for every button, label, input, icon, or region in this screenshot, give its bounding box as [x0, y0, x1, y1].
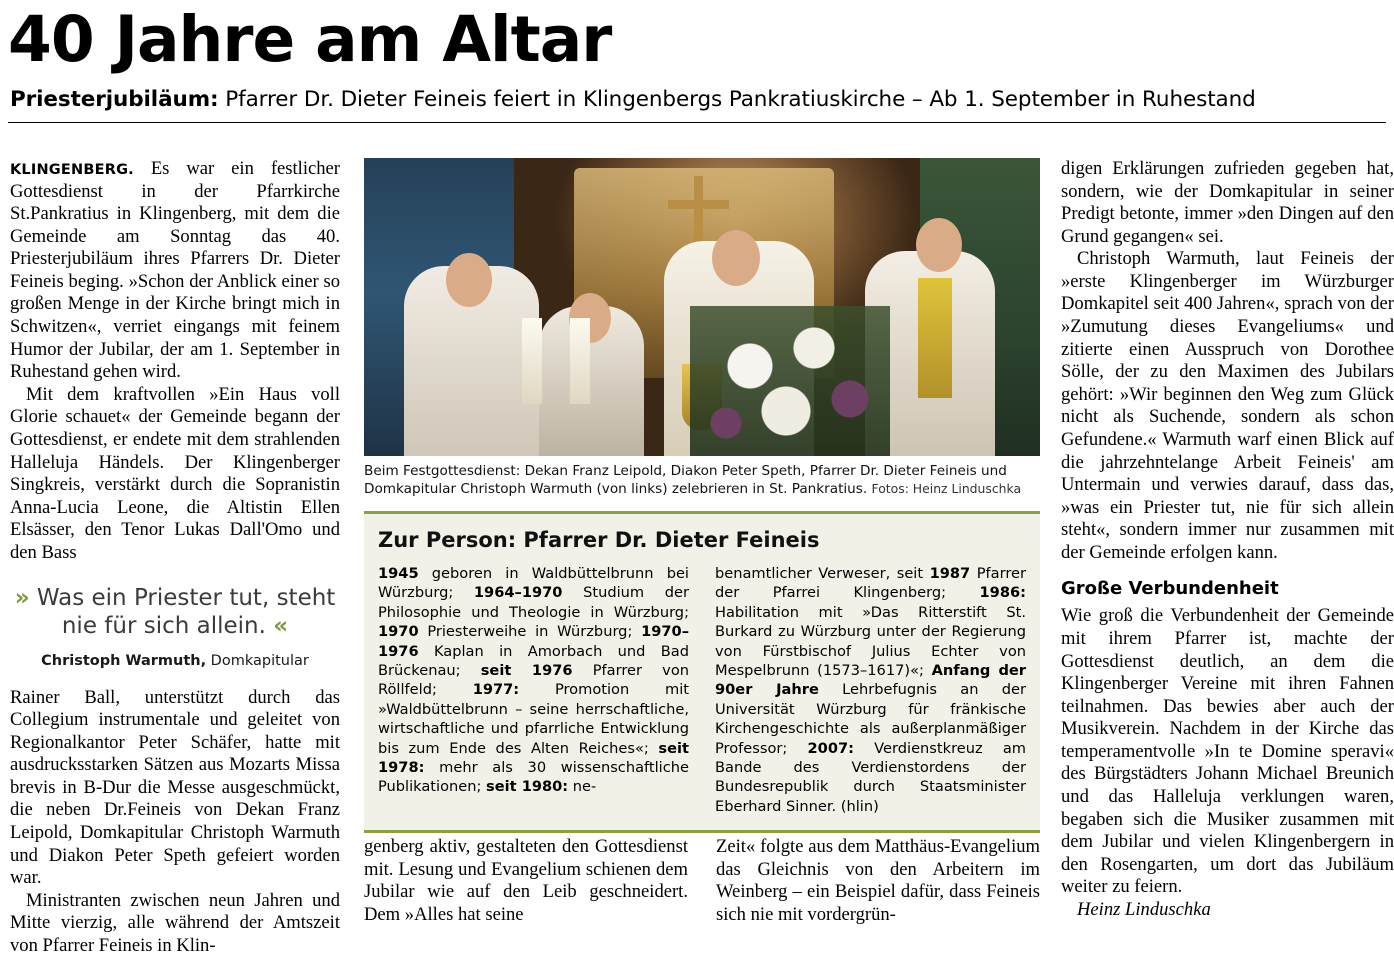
newspaper-page — [0, 3, 1394, 956]
dateline: KLINGENBERG. — [10, 162, 134, 178]
photo-caption — [364, 463, 1040, 499]
lower-column-left — [364, 836, 688, 926]
photo-credit: Fotos: Heinz Linduschka — [871, 480, 1022, 496]
paragraph: digen Erklärungen zufrieden gegeben hat, sondern, wie der Domkapitular in seiner Predigt betonte, immer »den Dingen auf den Grund gegangen« sei. — [1061, 158, 1394, 247]
kicker-text: Pfarrer Dr. Dieter Feineis feiert in Klingenbergs Pankratiuskirche – Ab 1. September in Ruhestand — [218, 87, 1256, 112]
column-middle — [364, 158, 1040, 833]
photo-caption-text: Beim Festgottesdienst: Dekan Franz Leipold, Diakon Peter Speth, Pfarrer Dr. Dieter Feineis und Domkapitular Christoph Warmuth (von links) zelebrieren in St. Pankratius. — [364, 463, 1007, 497]
info-box-title: Zur Person: Pfarrer Dr. Dieter Feineis — [378, 527, 820, 552]
candle-icon — [522, 318, 542, 404]
page-title: 40 Jahre am Altar — [8, 3, 612, 76]
section-subhead: Große Verbundenheit — [1061, 578, 1279, 600]
quote-attrib-name: Christoph Warmuth, — [41, 652, 207, 669]
quote-close-mark: « — [273, 613, 289, 640]
kicker-label: Priesterjubiläum: — [10, 87, 219, 112]
info-box-columns — [378, 564, 1026, 816]
lower-column-right — [716, 836, 1040, 926]
column-right — [1061, 158, 1394, 922]
photo-head-1 — [446, 253, 492, 307]
article-photo — [364, 158, 1040, 456]
paragraph: genberg aktiv, gestalteten den Gottesdienst mit. Lesung und Evangelium schienen dem Jubilar wie auf den Leib geschneidert. Dem »Alles hat seine — [364, 836, 688, 925]
paragraph: Wie groß die Verbundenheit der Gemeinde mit ihrem Pfarrer ist, machte der Gottesdienst deutlich, an dem die Klingenberger Vereine mit ihren Fahnen teilnahmen. Das bewies aber auch der Musikverein. Nachdem in der Kirche das temperamentvolle »In te Domine speravi« des Bürgstädters Johann Michael Breunich und das Halleluja verklungen waren, begaben sich die Musiker zusammen mit dem Jubilar und vielen Klingenbergern in den Rosengarten, um dort das Jubiläum weiter zu feiern. — [1061, 605, 1394, 898]
paragraph-lead — [10, 158, 340, 384]
article-kicker — [10, 87, 1394, 112]
paragraph: Zeit« folgte aus dem Matthäus-Evangelium das Gleichnis von den Arbeitern im Weinberg – ein Beispiel dafür, dass Feineis sich nie mit vordergrün- — [716, 836, 1040, 925]
paragraph-lead-text: Es war ein festlicher Gottesdienst in der Pfarrkirche St.Pankratius in Klingenberg, mit dem die Gemeinde am Sonntag das 40. Priesterjubiläum ihres Pfarrers Dr. Dieter Feineis beging. »Schon der Anblick einer so großen Menge in der Kirche bringt mich in Schwitzen«, verriet eingangs mit feinem Humor der Jubilar, der am 1. September in Ruhestand gehen wird. — [10, 158, 340, 383]
candle-icon — [570, 318, 590, 404]
quote-attribution — [10, 653, 340, 669]
pull-quote — [10, 584, 340, 668]
quote-attrib-role: Domkapitular — [206, 652, 309, 669]
lower-continuation — [364, 836, 1040, 926]
paragraph: Christoph Warmuth, laut Feineis der »erste Klingenberger im Würzburger Domkapitel seit 400 Jahren«, sprach von der »Zumutung dieses Evangeliums« und zitierte einen Ausspruch von Dorothee Sölle, der zu den Maximen des Jubilars gehört: »Wir beginnen den Weg zum Glück nicht als Suchende, sondern als schon Gefundene.« Warmuth warf einen Blick auf die jahrzehntelange Arbeit Feineis' am Untermain und verwies darauf, dass das, »was ein Priester tut, nie für sich allein steht«, sondern immer nur zusammen mit der Gemeinde erfolgen kann. — [1061, 248, 1394, 563]
photo-flowers — [690, 306, 890, 456]
quote-body: Was ein Priester tut, steht nie für sich allein. — [36, 585, 336, 640]
info-box-column-right: benamtlicher Verweser, seit 1987 Pfarrer der Pfarrei Klingenberg; 1986: Habilitation mit »Das Ritterstift St. Burkard zu Würzburg unter der Regierung von Fürstbischof Julius Echter von Mespelbrunn (1573–1617)«; Anfang der 90er Jahre Lehrbefugnis an der Universität Würzburg für fränkische Kirchengeschichte als außerplanmäßiger Professor; 2007: Verdienstkreuz am Bande des Verdienstordens der Bundesrepublik durch Staatsminister Eberhard Sinner. (hlin) — [715, 564, 1026, 815]
article-photo-wrap — [364, 158, 1040, 499]
photo-stole — [918, 278, 952, 398]
column-left — [10, 158, 340, 957]
info-box — [364, 511, 1040, 833]
paragraph: Rainer Ball, unterstützt durch das Collegium instrumentale und geleitet von Regionalkantor Peter Schäfer, hatte mit ausdrucksstarken Sätzen aus Mozarts Missa brevis in B-Dur die Messe ausgeschmückt, die neben Dr.Feineis von Dekan Franz Leipold, Domkapitular Christoph Warmuth und Diakon Peter Speth gefeiert worden war. — [10, 686, 340, 889]
paragraph: Ministranten zwischen neun Jahren und Mitte vierzig, alle während der Amtszeit von Pfarrer Feineis in Klin- — [10, 889, 340, 956]
pull-quote-text — [10, 584, 340, 640]
header-divider — [8, 122, 1386, 123]
photo-head-4 — [916, 218, 962, 272]
paragraph: Mit dem kraftvollen »Ein Haus voll Glorie schauet« der Gemeinde begann der Gottesdienst, er endete mit dem strahlenden Halleluja Händels. Der Klingenberger Singkreis, verstärkt durch die Sopranistin Anna-Lucia Leone, die Altistin Ellen Elsässer, den Tenor Lukas Dall'Omo und den Bass — [10, 383, 340, 563]
info-box-column-left: 1945 geboren in Waldbüttelbrunn bei Würzburg; 1964–1970 Studium der Philosophie und Theologie in Würzburg; 1970 Priesterweihe in Würzburg; 1970–1976 Kaplan in Amorbach und Bad Brückenau; seit 1976 Pfarrer von Röllfeld; 1977: Promotion mit »Waldbüttelbrunn – seine herrschaftliche, wirtschaftliche und pfarrliche Entwicklung bis zum Ende des Alten Reiches«; seit 1978: mehr als 30 wissenschaftliche Publikationen; seit 1980: ne- — [378, 564, 690, 796]
photo-head-3 — [712, 230, 760, 286]
quote-open-mark: » — [14, 585, 30, 612]
article-signature: Heinz Linduschka — [1077, 898, 1211, 920]
